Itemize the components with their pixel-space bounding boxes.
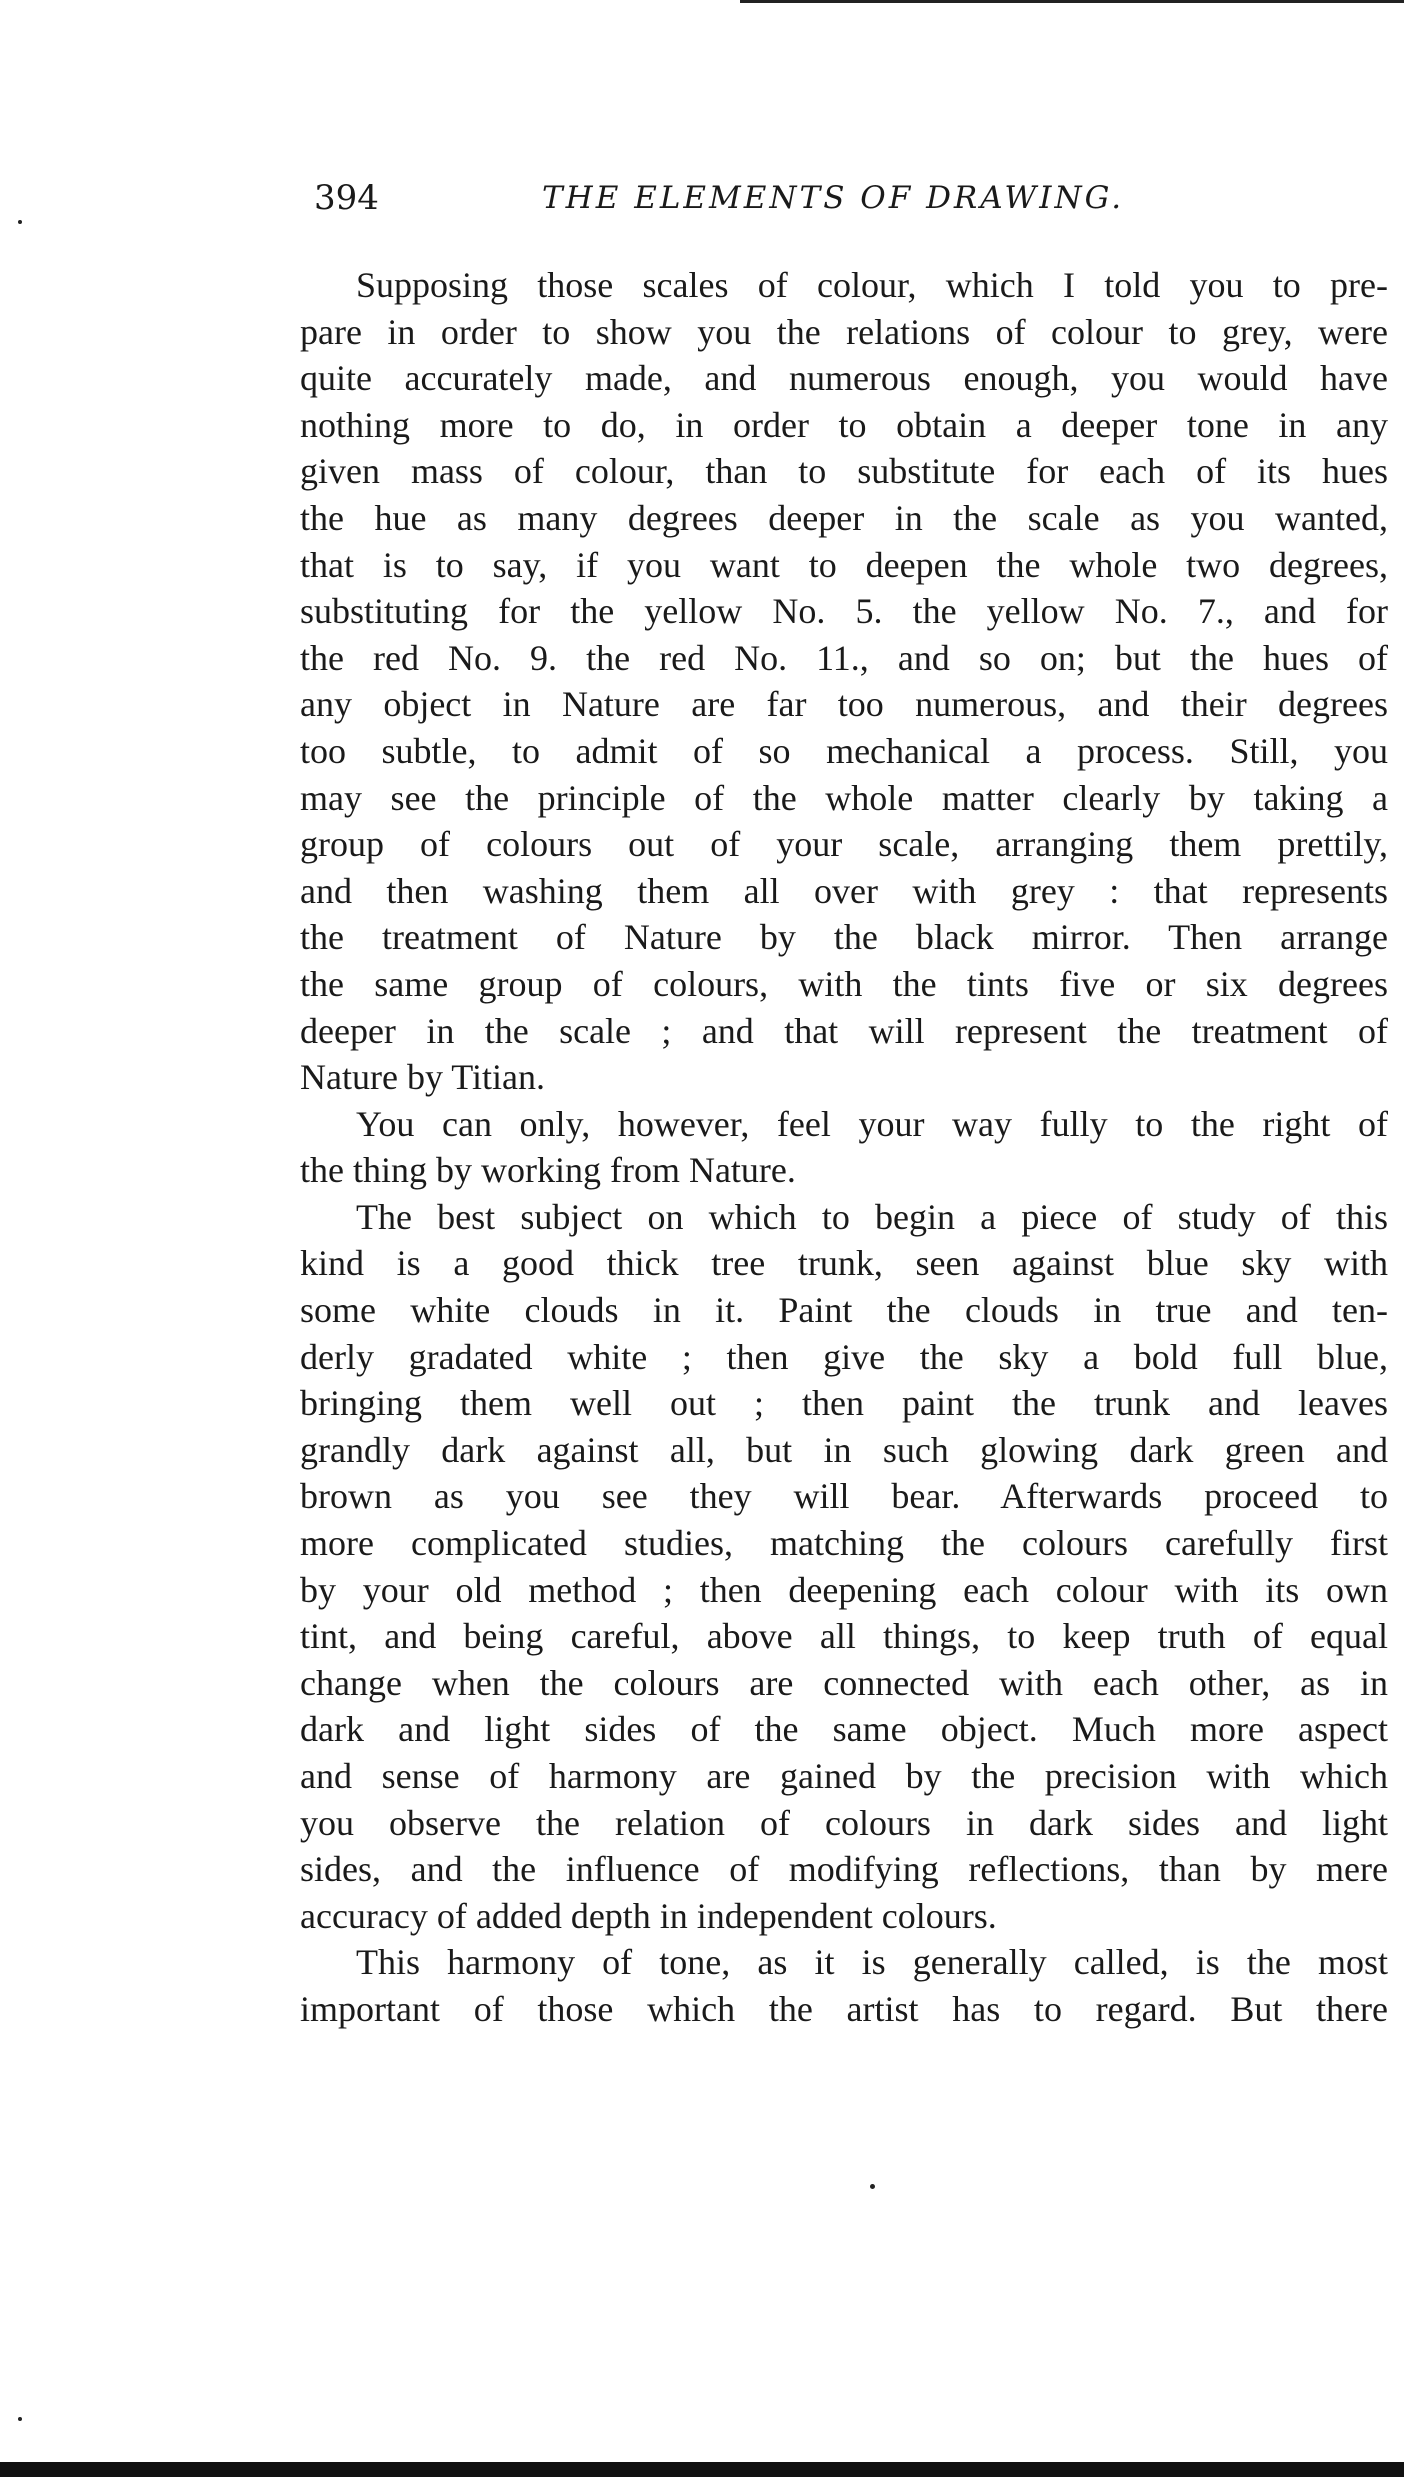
text-line: and sense of harmony are gained by the precision with which: [300, 1756, 1388, 1796]
text-line: Nature by Titian.: [300, 1057, 546, 1098]
text-line: more complicated studies, matching the colours carefully first: [300, 1523, 1388, 1564]
text-line: This harmony of tone, as it is generally called, is the most: [356, 1942, 1388, 1983]
text-line: nothing more to do, in order to obtain a deeper tone in any: [300, 404, 1388, 445]
text-line: important of those which the artist has to regard. But there: [300, 1988, 1388, 2029]
text-line: brown as you see they will bear. Afterwards proceed to: [300, 1476, 1388, 1517]
text-line: bringing them well out ; then paint the trunk and leaves: [300, 1383, 1388, 1424]
text-line: the same group of colours, with the tints five or six degrees: [300, 963, 1388, 1004]
text-line: The best subject on which to begin a piece of study of this: [356, 1196, 1388, 1237]
text-line: the thing by working from Nature.: [300, 1150, 796, 1191]
text-line: may see the principle of the whole matter clearly by taking a: [300, 777, 1388, 818]
text-line: dark and light sides of the same object. Much more aspect: [300, 1709, 1388, 1750]
text-line: too subtle, to admit of so mechanical a process. Still, you: [300, 730, 1388, 771]
text-line: the treatment of Nature by the black mirror. Then arrange: [300, 917, 1388, 958]
text-line: tint, and being careful, above all things, to keep truth of equal: [300, 1616, 1388, 1657]
text-line: any object in Nature are far too numerous, and their degrees: [300, 684, 1388, 725]
paragraph: [300, 1101, 1388, 1194]
paragraph: [300, 262, 1388, 1101]
text-line: accuracy of added depth in independent colours.: [300, 1895, 997, 1936]
text-line: kind is a good thick tree trunk, seen against blue sky with: [300, 1243, 1388, 1284]
text-line: the hue as many degrees deeper in the scale as you wanted,: [300, 497, 1388, 538]
text-line: grandly dark against all, but in such glowing dark green and: [300, 1429, 1388, 1470]
text-line: quite accurately made, and numerous enough, you would have: [300, 358, 1388, 399]
page-header: [300, 178, 1380, 228]
text-line: sides, and the influence of modifying reflections, than by mere: [300, 1849, 1388, 1890]
text-line: and then washing them all over with grey : that represents: [300, 870, 1388, 911]
text-line: deeper in the scale ; and that will represent the treatment of: [300, 1010, 1388, 1051]
text-line: pare in order to show you the relations of colour to grey, were: [300, 311, 1388, 352]
text-line: by your old method ; then deepening each colour with its own: [300, 1569, 1388, 1610]
scan-speck: [18, 2417, 22, 2421]
text-line: group of colours out of your scale, arranging them prettily,: [300, 824, 1388, 865]
paragraph: [300, 1939, 1388, 2032]
text-line: you observe the relation of colours in dark sides and light: [300, 1802, 1388, 1843]
text-line: change when the colours are connected with each other, as in: [300, 1662, 1388, 1703]
text-line: derly gradated white ; then give the sky a bold full blue,: [300, 1336, 1388, 1377]
text-line: given mass of colour, than to substitute for each of its hues: [300, 451, 1388, 492]
body-text: [300, 262, 1388, 2033]
running-title: THE ELEMENTS OF DRAWING.: [542, 180, 1125, 216]
paragraph: [300, 1194, 1388, 1940]
top-page-edge-rule: [740, 0, 1404, 3]
text-line: that is to say, if you want to deepen the whole two degrees,: [300, 544, 1388, 585]
text-line: substituting for the yellow No. 5. the yellow No. 7., and for: [300, 591, 1388, 632]
scan-speck: [18, 220, 22, 224]
page-number: 394: [314, 178, 379, 218]
text-line: some white clouds in it. Paint the clouds in true and ten-: [300, 1290, 1388, 1331]
scan-speck: [870, 2184, 875, 2189]
text-line: the red No. 9. the red No. 11., and so on; but the hues of: [300, 637, 1388, 678]
text-line: You can only, however, feel your way fully to the right of: [356, 1103, 1388, 1144]
text-line: Supposing those scales of colour, which I told you to pre-: [356, 265, 1388, 305]
bottom-page-edge-rule: [0, 2462, 1404, 2477]
